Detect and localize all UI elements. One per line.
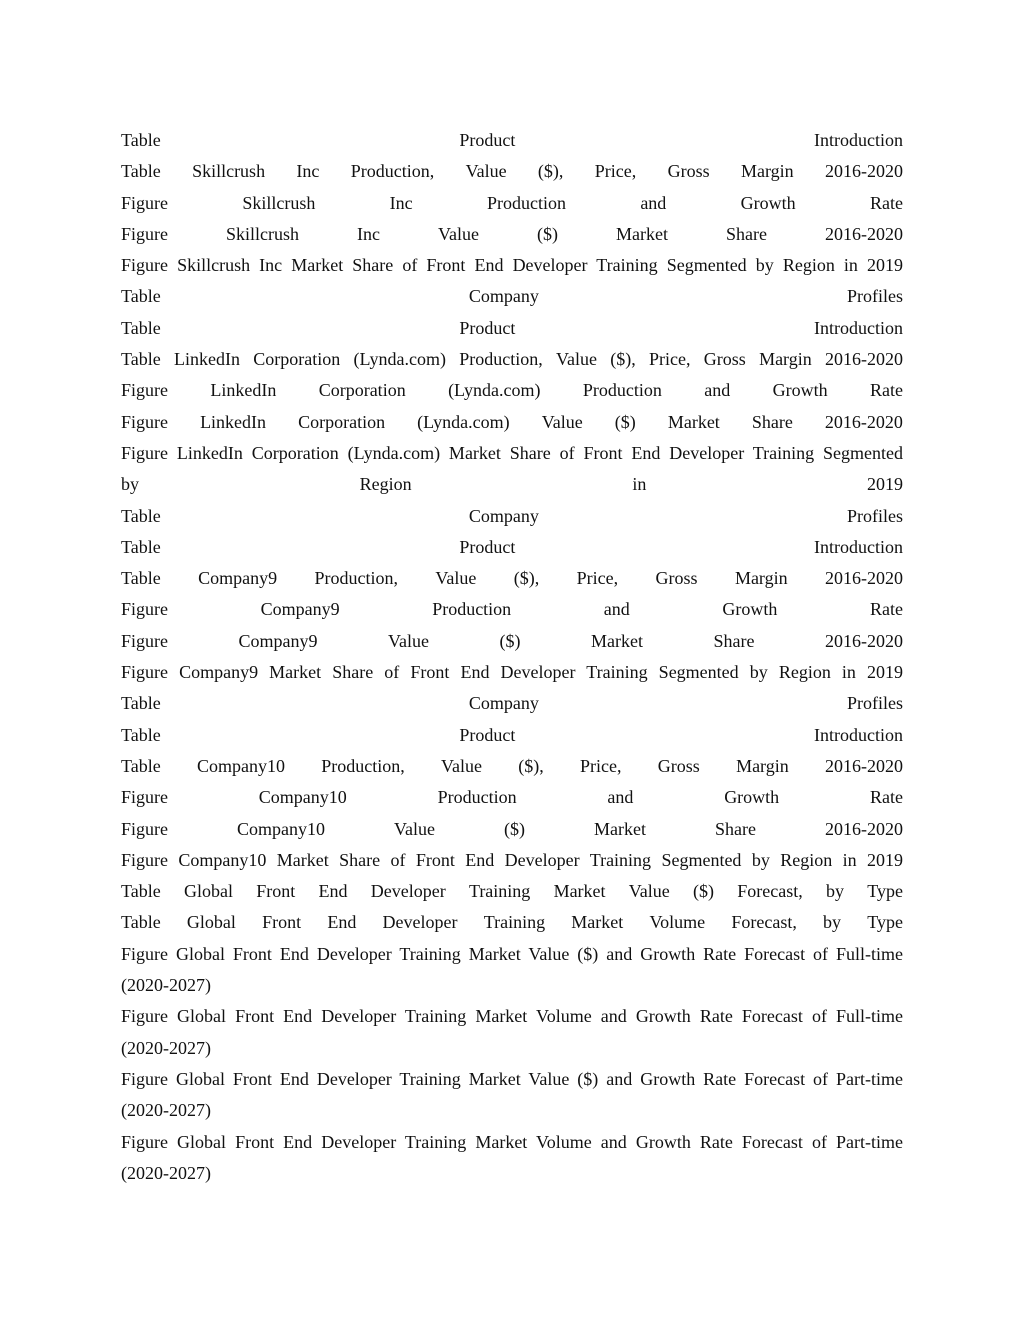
line-word: Company xyxy=(468,505,539,526)
line-word: Region xyxy=(359,474,412,495)
line-word: Market xyxy=(571,912,624,933)
line-word: 2016-2020 xyxy=(824,630,903,651)
line-word: ($), xyxy=(610,349,636,370)
line-word: ($), xyxy=(518,755,544,776)
text-line xyxy=(121,751,903,782)
line-word: 2019 xyxy=(866,474,903,495)
line-word: ($) xyxy=(499,630,521,651)
line-word: Growth xyxy=(772,380,828,401)
line-word: Profiles xyxy=(847,505,903,526)
line-word: Rate xyxy=(869,380,903,401)
line-word: Figure xyxy=(121,818,168,839)
line-word: Price, xyxy=(580,755,622,776)
line-word: Rate xyxy=(869,599,903,620)
line-word: Value xyxy=(438,223,479,244)
line-word: Company9 xyxy=(238,630,318,651)
line-word: Production, xyxy=(459,349,543,370)
line-word: 2016-2020 xyxy=(824,411,903,432)
line-word: Market xyxy=(553,881,606,902)
line-word: Production xyxy=(437,787,517,808)
text-line: (2020-2027) xyxy=(121,975,211,996)
line-word: ($), xyxy=(537,161,564,182)
line-word: in xyxy=(632,474,647,495)
document-body xyxy=(121,125,903,1189)
line-word: Margin xyxy=(740,161,794,182)
line-word: Figure xyxy=(121,192,168,213)
text-line: Figure Global Front End Developer Training Market Volume and Growth Rate Forecast of Full-time xyxy=(121,1006,903,1027)
line-word: Value xyxy=(435,568,477,589)
line-word: Inc xyxy=(389,192,413,213)
line-word: LinkedIn xyxy=(210,380,277,401)
line-word: Rate xyxy=(869,787,903,808)
line-word: Market xyxy=(667,411,720,432)
line-word: Company10 xyxy=(196,755,285,776)
line-word: Figure xyxy=(121,380,168,401)
line-word: ($) xyxy=(693,881,715,902)
line-word: Figure xyxy=(121,411,168,432)
line-word: Market xyxy=(590,630,643,651)
text-line: (2020-2027) xyxy=(121,1100,211,1121)
line-word: Margin xyxy=(759,349,812,370)
line-word: Company9 xyxy=(198,568,278,589)
line-word: Production, xyxy=(321,755,405,776)
line-word: Figure xyxy=(121,223,168,244)
line-word: Company xyxy=(468,286,539,307)
line-word: Growth xyxy=(722,599,778,620)
line-word: Company9 xyxy=(260,599,340,620)
line-word: Market xyxy=(615,223,668,244)
line-word: Price, xyxy=(649,349,691,370)
line-word: Developer xyxy=(382,912,458,933)
line-word: by xyxy=(823,912,842,933)
text-line: Figure Global Front End Developer Training Market Value ($) and Growth Rate Forecast of Part-time xyxy=(121,1068,903,1089)
line-word: Production xyxy=(432,599,512,620)
line-word: Margin xyxy=(736,755,789,776)
line-word: Share xyxy=(714,818,756,839)
line-word: 2016-2020 xyxy=(825,349,903,370)
text-line: Figure Company9 Market Share of Front End Developer Training Segmented by Region in 2019 xyxy=(121,662,903,683)
line-word: Value xyxy=(394,818,435,839)
text-line xyxy=(121,156,903,187)
line-word: Table xyxy=(121,536,161,557)
line-word: Product xyxy=(459,724,516,745)
text-line xyxy=(121,313,903,344)
text-line xyxy=(121,407,903,438)
line-word: Volume xyxy=(649,912,706,933)
line-word: 2016-2020 xyxy=(825,568,903,589)
line-word: Production xyxy=(582,380,662,401)
text-line: (2020-2027) xyxy=(121,1037,211,1058)
text-line xyxy=(121,501,903,532)
line-word: Table xyxy=(121,568,161,589)
line-word: End xyxy=(318,881,348,902)
line-word: Production, xyxy=(314,568,398,589)
line-word: Forecast, xyxy=(737,881,803,902)
line-word: Front xyxy=(256,881,296,902)
line-word: Type xyxy=(867,912,903,933)
line-word: ($) xyxy=(614,411,636,432)
line-word: Profiles xyxy=(847,693,903,714)
text-line xyxy=(121,876,903,907)
text-line: (2020-2027) xyxy=(121,1162,211,1183)
line-word: Company10 xyxy=(237,818,325,839)
line-word: Skillcrush xyxy=(192,161,266,182)
line-word: Table xyxy=(121,317,161,338)
line-word: Price, xyxy=(576,568,619,589)
text-line xyxy=(121,563,903,594)
line-word: by xyxy=(826,881,845,902)
text-line xyxy=(121,814,903,845)
line-word: Value xyxy=(465,161,507,182)
line-word: Introduction xyxy=(814,130,903,150)
line-word: Value xyxy=(388,630,429,651)
line-word: 2016-2020 xyxy=(824,818,903,839)
line-word: Corporation xyxy=(298,411,386,432)
line-word: Value xyxy=(628,881,670,902)
text-line xyxy=(121,125,903,156)
line-word: and xyxy=(603,599,630,620)
line-word: Introduction xyxy=(814,724,903,745)
line-word: Company10 xyxy=(258,787,347,808)
line-word: and xyxy=(607,787,634,808)
text-line xyxy=(121,344,903,375)
text-line xyxy=(121,469,903,500)
text-line xyxy=(121,907,903,938)
line-word: Production, xyxy=(350,161,435,182)
text-line: Figure Company10 Market Share of Front End Developer Training Segmented by Region in 2019 xyxy=(121,849,903,870)
line-word: Table xyxy=(121,724,161,745)
text-line xyxy=(121,626,903,657)
line-word: Corporation xyxy=(253,349,341,370)
line-word: Gross xyxy=(655,568,698,589)
line-word: Table xyxy=(121,693,161,714)
line-word: Table xyxy=(121,912,161,933)
line-word: Table xyxy=(121,505,161,526)
line-word: Skillcrush xyxy=(226,223,300,244)
line-word: Global xyxy=(186,912,236,933)
line-word: 2016-2020 xyxy=(824,161,903,182)
text-line: Figure LinkedIn Corporation (Lynda.com) Market Share of Front End Developer Training Segmented xyxy=(121,442,903,463)
text-line xyxy=(121,720,903,751)
text-line xyxy=(121,219,903,250)
line-word: Developer xyxy=(370,881,446,902)
line-word: Product xyxy=(459,130,516,150)
line-word: Corporation xyxy=(318,380,406,401)
line-word: Forecast, xyxy=(731,912,797,933)
line-word: Global xyxy=(183,881,233,902)
line-word: Share xyxy=(725,223,767,244)
line-word: Front xyxy=(262,912,302,933)
line-word: (Lynda.com) xyxy=(353,349,446,370)
line-word: Company xyxy=(468,693,539,714)
line-word: 2016-2020 xyxy=(824,223,903,244)
line-word: Product xyxy=(459,317,516,338)
text-line xyxy=(121,281,903,312)
line-word: Rate xyxy=(869,192,903,213)
line-word: Table xyxy=(121,349,161,370)
line-word: Product xyxy=(459,536,516,557)
line-word: Share xyxy=(713,630,755,651)
text-line: Figure Global Front End Developer Training Market Volume and Growth Rate Forecast of Part-time xyxy=(121,1131,903,1152)
line-word: (Lynda.com) xyxy=(417,411,510,432)
text-line xyxy=(121,594,903,625)
line-word: Gross xyxy=(667,161,710,182)
line-word: 2016-2020 xyxy=(825,755,903,776)
line-word: Table xyxy=(121,286,161,307)
line-word: Profiles xyxy=(847,286,903,307)
line-word: Gross xyxy=(657,755,700,776)
text-line: Figure Global Front End Developer Training Market Value ($) and Growth Rate Forecast of Full-time xyxy=(121,943,903,964)
line-word: Figure xyxy=(121,599,168,620)
line-word: Figure xyxy=(121,787,168,808)
line-word: Share xyxy=(751,411,793,432)
line-word: ($) xyxy=(536,223,558,244)
line-word: Production xyxy=(486,192,566,213)
line-word: (Lynda.com) xyxy=(448,380,541,401)
line-word: Table xyxy=(121,161,161,182)
text-line xyxy=(121,375,903,406)
line-word: Inc xyxy=(357,223,380,244)
line-word: Margin xyxy=(734,568,788,589)
line-word: Value xyxy=(541,411,583,432)
line-word: LinkedIn xyxy=(200,411,267,432)
line-word: ($), xyxy=(513,568,540,589)
line-word: Inc xyxy=(296,161,320,182)
line-word: End xyxy=(327,912,357,933)
line-word: Introduction xyxy=(814,536,903,557)
line-word: Growth xyxy=(740,192,796,213)
line-word: Training xyxy=(468,881,531,902)
line-word: Skillcrush xyxy=(242,192,316,213)
line-word: Market xyxy=(593,818,646,839)
line-word: LinkedIn xyxy=(173,349,240,370)
text-line xyxy=(121,782,903,813)
line-word: and xyxy=(704,380,731,401)
text-line xyxy=(121,188,903,219)
line-word: Table xyxy=(121,755,161,776)
text-line xyxy=(121,532,903,563)
line-word: Table xyxy=(121,881,161,902)
line-word: Value xyxy=(441,755,482,776)
line-word: ($) xyxy=(503,818,525,839)
line-word: Gross xyxy=(703,349,746,370)
text-line: Figure Skillcrush Inc Market Share of Front End Developer Training Segmented by Region in 2019 xyxy=(121,255,903,276)
line-word: by xyxy=(121,474,139,495)
line-word: Figure xyxy=(121,630,168,651)
text-line xyxy=(121,688,903,719)
line-word: Training xyxy=(483,912,546,933)
line-word: Type xyxy=(867,881,903,902)
line-word: Value xyxy=(556,349,597,370)
line-word: Table xyxy=(121,130,161,150)
line-word: Price, xyxy=(594,161,637,182)
line-word: Growth xyxy=(724,787,780,808)
line-word: and xyxy=(640,192,667,213)
line-word: Introduction xyxy=(814,317,903,338)
